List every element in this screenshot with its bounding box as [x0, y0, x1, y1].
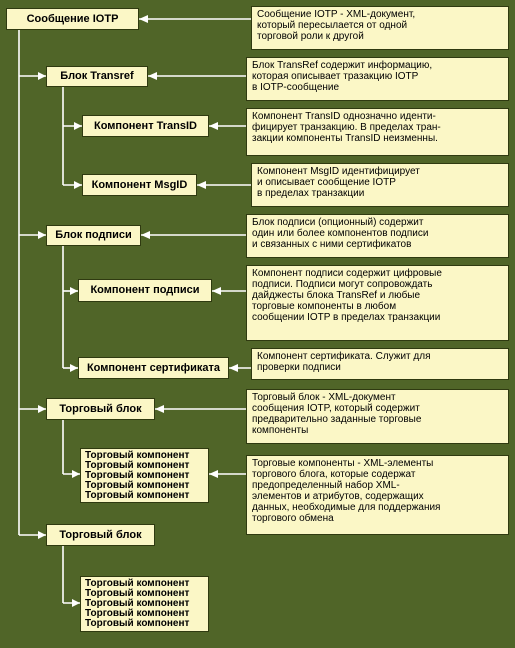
description-line: Компонент TransID однозначно иденти- [252, 111, 436, 122]
arrowhead [72, 599, 80, 607]
description-line: закции компоненты TransID неизменны. [252, 133, 438, 144]
description-line: Компонент подписи содержит цифровые [252, 268, 442, 279]
arrowhead [229, 364, 238, 372]
arrowhead [141, 231, 150, 239]
description-line: Торговый блок - XML-документ [252, 392, 396, 403]
arrowhead [209, 470, 218, 478]
desc-signature-block [246, 214, 509, 258]
trade-component-item: Торговый компонент [85, 608, 190, 619]
description-line: фицирует транзакцию. В пределах тран- [252, 122, 441, 133]
description-line: подписи. Подписи могут сопровождать [252, 279, 433, 290]
arrowhead [148, 72, 157, 80]
description-line: Блок TransRef содержит информацию, [252, 60, 433, 71]
node-certificate-component: Компонент сертификата [78, 357, 229, 379]
arrowhead [38, 72, 46, 80]
trade-component-item: Торговый компонент [85, 480, 190, 491]
arrowhead [74, 122, 82, 130]
description-line: которая описывает тразакцию IOTP [252, 71, 419, 82]
description-line: и описывает сообщение IOTP [257, 177, 396, 188]
arrowhead [72, 470, 80, 478]
arrowhead [38, 231, 46, 239]
desc-transref-block [246, 57, 509, 101]
node-signature-component: Компонент подписи [78, 279, 212, 302]
trade-component-item: Торговый компонент [85, 588, 190, 599]
arrowhead [70, 287, 78, 295]
node-transid-component: Компонент TransID [82, 115, 209, 137]
description-line: один или более компонентов подписи [252, 228, 429, 239]
description-line: и связанных с ними сертификатов [252, 239, 412, 250]
description-line: торговые компоненты в любом [252, 301, 397, 312]
description-line: который пересылается от одной [257, 20, 408, 31]
description-line: Компонент MsgID идентифицирует [257, 166, 420, 177]
desc-trade-components [246, 455, 509, 535]
node-trade-block-1: Торговый блок [46, 398, 155, 420]
description-line: торгового обмена [252, 513, 334, 524]
node-signature-block: Блок подписи [46, 225, 141, 246]
description-line: данных, необходимые для поддержания [252, 502, 441, 513]
desc-iotp-message [251, 6, 509, 50]
arrowhead [139, 15, 148, 23]
trade-component-item: Торговый компонент [85, 470, 190, 481]
arrowhead [38, 405, 46, 413]
arrowhead [74, 181, 82, 189]
node-transref-block: Блок Transref [46, 66, 148, 87]
trade-component-item: Торговый компонент [85, 450, 190, 461]
description-line: сообщении IOTP в пределах транзакции [252, 312, 441, 323]
arrowhead [209, 122, 218, 130]
description-line: элементов и атрибутов, содержащих [252, 491, 424, 502]
arrowhead [197, 181, 206, 189]
node-trade-block-2: Торговый блок [46, 524, 155, 546]
description-line: торговой роли к другой [257, 31, 364, 42]
trade-components-stack-2 [80, 576, 209, 632]
description-line: Компонент сертификата. Служит для [257, 351, 431, 362]
arrowhead [155, 405, 164, 413]
description-line: в IOTP-сообщение [252, 82, 340, 93]
desc-transid-component [246, 108, 509, 156]
trade-component-item: Торговый компонент [85, 598, 190, 609]
arrowhead [38, 531, 46, 539]
trade-component-item: Торговый компонент [85, 490, 190, 501]
trade-component-item: Торговый компонент [85, 578, 190, 589]
desc-trade-block [246, 389, 509, 444]
node-iotp-message: Сообщение IOTP [6, 8, 139, 30]
description-line: компоненты [252, 425, 309, 436]
description-line: в пределах транзакции [257, 188, 365, 199]
description-line: торгового блога, которые содержат [252, 469, 416, 480]
description-line: Блок подписи (опционный) содержит [252, 217, 424, 228]
description-line: Торговые компоненты - XML-элементы [252, 458, 434, 469]
description-line: предопределенный набор XML- [252, 480, 400, 491]
trade-component-item: Торговый компонент [85, 618, 190, 629]
description-line: сообщения IOTP, который содержит [252, 403, 420, 414]
description-line: проверки подписи [257, 362, 341, 373]
desc-certificate-component [251, 348, 509, 380]
trade-components-stack-1 [80, 448, 209, 503]
description-line: дайджесты блока TransRef и любые [252, 290, 421, 301]
trade-component-item: Торговый компонент [85, 460, 190, 471]
description-line: предварительно заданные торговые [252, 414, 422, 425]
arrowhead [212, 287, 221, 295]
desc-msgid-component [251, 163, 509, 207]
arrowhead [70, 364, 78, 372]
desc-signature-component [246, 265, 509, 341]
description-line: Сообщение IOTP - XML-документ, [257, 9, 416, 20]
node-msgid-component: Компонент MsgID [82, 174, 197, 196]
